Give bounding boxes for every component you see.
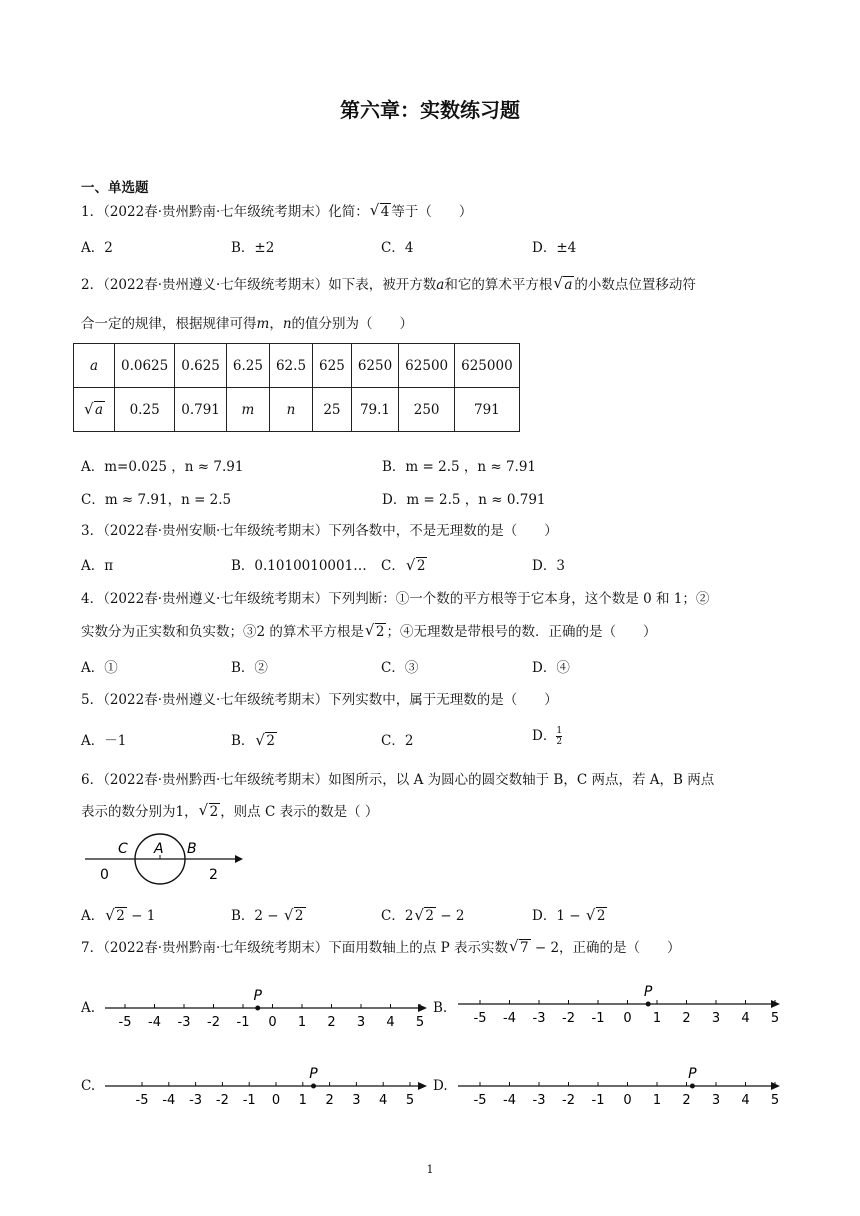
tick-label: -2 bbox=[215, 1093, 229, 1108]
table-header-sqrt-a: √ a bbox=[74, 388, 115, 432]
table-cell: n bbox=[269, 388, 312, 432]
question-5: 5．（2022春·贵州遵义·七年级统考期末）下列实数中，属于无理数的是（ ） bbox=[81, 692, 558, 708]
tick-label: -5 bbox=[473, 1011, 487, 1026]
q7-number-line-b[interactable] bbox=[453, 980, 783, 1035]
point-label: P bbox=[253, 988, 262, 1004]
q7-label-b[interactable]: B. bbox=[433, 1000, 448, 1016]
tick-label: -5 bbox=[473, 1093, 487, 1108]
table-cell: 6250 bbox=[351, 344, 398, 388]
question-6-line2: 表示的数分别为1，√ 2 ，则点 C 表示的数是（ ） bbox=[81, 801, 378, 823]
tick-label: 0 bbox=[623, 1093, 632, 1108]
q6-figure bbox=[85, 832, 245, 892]
tick-label: -4 bbox=[148, 1015, 161, 1030]
q7-label-d[interactable]: D. bbox=[433, 1078, 448, 1094]
q1-option-d[interactable]: D．±4 bbox=[532, 240, 577, 256]
tick-label: -3 bbox=[177, 1015, 191, 1030]
q2-option-c[interactable]: C．m ≈ 7.91，n = 2.5 bbox=[81, 492, 232, 508]
q4-option-a[interactable]: A．① bbox=[81, 660, 118, 676]
tick-label: -5 bbox=[118, 1015, 132, 1030]
tick-label: 3 bbox=[711, 1093, 721, 1108]
tick-label: 4 bbox=[741, 1093, 750, 1108]
tick-label: -2 bbox=[207, 1015, 220, 1030]
question-2-line2: 合一定的规律，根据规律可得m，n的值分别为（ ） bbox=[81, 316, 414, 332]
q4-option-d[interactable]: D．④ bbox=[532, 660, 570, 676]
tick-label: -3 bbox=[532, 1093, 546, 1108]
q3-option-c[interactable]: C．√ 2 bbox=[381, 554, 427, 574]
tick-label: 5 bbox=[770, 1011, 780, 1026]
axis-arrow bbox=[235, 855, 243, 863]
axis-arrow bbox=[418, 1082, 427, 1090]
tick-label: 3 bbox=[352, 1093, 361, 1108]
q7-label-a[interactable]: A. bbox=[81, 1000, 96, 1016]
tick-label: -2 bbox=[562, 1011, 575, 1026]
tick-label: 4 bbox=[379, 1093, 388, 1108]
tick-label: -4 bbox=[503, 1093, 516, 1108]
tick-label: -5 bbox=[135, 1093, 149, 1108]
axis-arrow bbox=[418, 1004, 427, 1012]
question-2: 2．（2022春·贵州遵义·七年级统考期末）如下表，被开方数a和它的算术平方根√ a 的小数点位置移动符 bbox=[81, 274, 696, 296]
tick-label: -4 bbox=[503, 1011, 516, 1026]
q6-option-a[interactable]: A．√ 2 − 1 bbox=[81, 904, 155, 924]
tick-label: -2 bbox=[562, 1093, 575, 1108]
table-cell: 79.1 bbox=[351, 388, 398, 432]
tick-label: 2 bbox=[325, 1093, 334, 1108]
point-p bbox=[646, 1002, 651, 1007]
tick-label: -3 bbox=[189, 1093, 203, 1108]
point-label: P bbox=[643, 984, 653, 1000]
table-cell: 0.25 bbox=[115, 388, 175, 432]
tick-label: 4 bbox=[386, 1015, 395, 1030]
table-cell: 625000 bbox=[455, 344, 520, 388]
q5-option-b[interactable]: B．√ 2 bbox=[231, 729, 277, 749]
q2-option-b[interactable]: B．m = 2.5 ，n ≈ 7.91 bbox=[382, 459, 537, 475]
point-p bbox=[690, 1084, 695, 1089]
q5-option-a[interactable]: A．－1 bbox=[81, 733, 127, 749]
tick-label: -4 bbox=[162, 1093, 176, 1108]
q7-number-line-a[interactable] bbox=[100, 980, 430, 1035]
q2-option-d[interactable]: D．m = 2.5 ，n ≈ 0.791 bbox=[382, 492, 546, 508]
tick-label: 3 bbox=[356, 1015, 366, 1030]
tick-label: -1 bbox=[236, 1015, 250, 1030]
q1-option-b[interactable]: B．±2 bbox=[231, 240, 275, 256]
q4-option-b[interactable]: B．② bbox=[231, 660, 268, 676]
tick-label: 5 bbox=[405, 1093, 415, 1108]
tick-label: -1 bbox=[591, 1011, 605, 1026]
label-a: A bbox=[154, 841, 164, 857]
table-cell: 791 bbox=[455, 388, 520, 432]
table-cell: m bbox=[226, 388, 269, 432]
question-4: 4．（2022春·贵州遵义·七年级统考期末）下列判断：①一个数的平方根等于它本身，这个数是 0 和 1；② bbox=[81, 591, 710, 607]
q2-option-a[interactable]: A．m=0.025 ，n ≈ 7.91 bbox=[81, 459, 244, 475]
tick-label: 0 bbox=[271, 1093, 281, 1108]
q7-label-c[interactable]: C. bbox=[81, 1078, 96, 1094]
question-7: 7．（2022春·贵州黔南·七年级统考期末）下面用数轴上的点 P 表示实数√ 7 − 2，正确的是（ ） bbox=[81, 937, 681, 959]
table-cell: 0.791 bbox=[175, 388, 227, 432]
point-p bbox=[255, 1006, 260, 1011]
table-row bbox=[74, 344, 520, 388]
tick-label: 2 bbox=[682, 1093, 691, 1108]
tick-label: 4 bbox=[741, 1011, 750, 1026]
label-b: B bbox=[187, 841, 197, 857]
tick-label: 5 bbox=[415, 1015, 425, 1030]
tick-label: -1 bbox=[591, 1093, 605, 1108]
q3-option-a[interactable]: A．π bbox=[81, 558, 114, 574]
q5-option-c[interactable]: C．2 bbox=[381, 733, 414, 749]
page-number: 1 bbox=[426, 1163, 434, 1176]
tick-label: 2 bbox=[682, 1011, 691, 1026]
question-6: 6．（2022春·贵州黔西·七年级统考期末）如图所示，以 A 为圆心的圆交数轴于 B，C 两点，若 A，B 两点 bbox=[81, 772, 715, 788]
section-heading: 一、单选题 bbox=[81, 180, 149, 196]
tick-label: 1 bbox=[297, 1015, 307, 1030]
table-cell: 250 bbox=[399, 388, 455, 432]
table-cell: 6.25 bbox=[226, 344, 269, 388]
q6-option-b[interactable]: B．2 − √ 2 bbox=[231, 904, 306, 924]
tick-label: 3 bbox=[711, 1011, 721, 1026]
q3-option-b[interactable]: B．0.1010010001… bbox=[231, 558, 367, 574]
q2-table bbox=[73, 343, 520, 432]
page-title: 第六章：实数练习题 bbox=[340, 98, 520, 122]
table-cell: 625 bbox=[313, 344, 352, 388]
tick-label: 1 bbox=[652, 1011, 662, 1026]
tick-label: 1 bbox=[652, 1093, 662, 1108]
point-p bbox=[311, 1084, 316, 1089]
table-row bbox=[74, 388, 520, 432]
table-header-a: a bbox=[74, 344, 115, 388]
label-c: C bbox=[118, 841, 128, 857]
label-two: 2 bbox=[209, 867, 218, 883]
table-cell: 0.625 bbox=[175, 344, 227, 388]
q3-option-d[interactable]: D．3 bbox=[532, 558, 565, 574]
table-cell: 0.0625 bbox=[115, 344, 175, 388]
q7-number-line-d[interactable] bbox=[453, 1058, 783, 1113]
question-3: 3．（2022春·贵州安顺·七年级统考期末）下列各数中，不是无理数的是（ ） bbox=[81, 523, 558, 539]
tick-label: 5 bbox=[770, 1093, 780, 1108]
tick-label: -1 bbox=[242, 1093, 256, 1108]
table-cell: 62500 bbox=[399, 344, 455, 388]
q6-option-d[interactable]: D．1 − √ 2 bbox=[532, 904, 607, 924]
question-4-line2: 实数分为正实数和负实数；③2 的算术平方根是√ 2 ；④无理数是带根号的数．正确的是（ ） bbox=[81, 621, 656, 643]
q4-option-c[interactable]: C．③ bbox=[381, 660, 419, 676]
table-cell: 25 bbox=[313, 388, 352, 432]
tick-label: 1 bbox=[298, 1093, 307, 1108]
q6-option-c[interactable]: C．2√ 2 − 2 bbox=[381, 904, 465, 924]
q1-option-a[interactable]: A．2 bbox=[81, 240, 113, 256]
point-label: P bbox=[688, 1066, 697, 1082]
q7-number-line-c[interactable] bbox=[100, 1058, 430, 1113]
q5-option-d[interactable]: D． $\frac{1}{2}$ bbox=[532, 726, 563, 747]
tick-label: 0 bbox=[623, 1011, 632, 1026]
label-zero: 0 bbox=[100, 867, 109, 883]
q1-option-c[interactable]: C．4 bbox=[381, 240, 414, 256]
tick-label: 0 bbox=[268, 1015, 277, 1030]
tick-label: 2 bbox=[327, 1015, 336, 1030]
question-1: 1．（2022春·贵州黔南·七年级统考期末）化简：√ 4 等于（ ） bbox=[81, 201, 472, 223]
table-cell: 62.5 bbox=[269, 344, 312, 388]
fraction-one-half: $\frac{1}{2}$ bbox=[556, 726, 563, 747]
point-label: P bbox=[309, 1066, 318, 1082]
tick-label: -3 bbox=[532, 1011, 546, 1026]
